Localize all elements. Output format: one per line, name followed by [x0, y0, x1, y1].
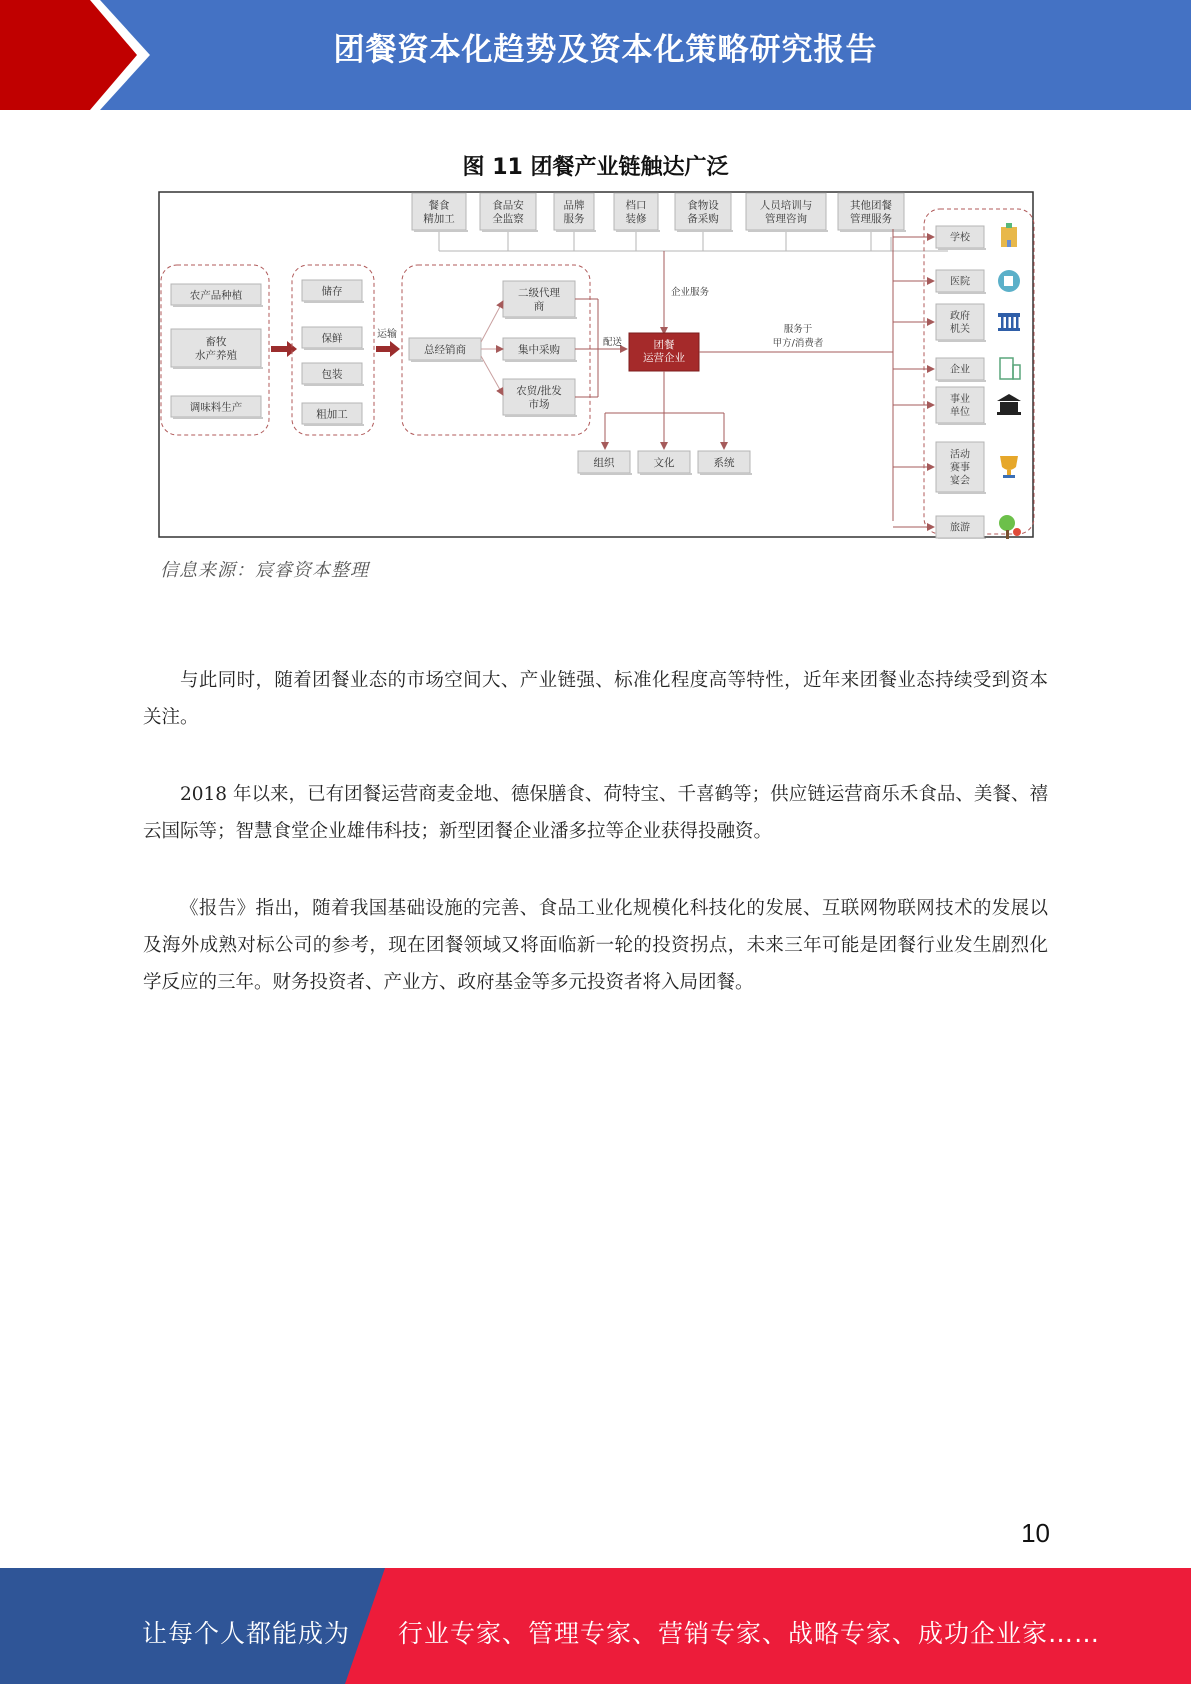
page-header [0, 0, 1191, 110]
client-box-label: 单位 [950, 407, 970, 419]
channel-box-label: 二级代理 [518, 287, 560, 300]
top-service-box-label: 服务 [563, 213, 585, 226]
processing-box [302, 280, 364, 303]
channel-box-label: 农贸/批发 [516, 385, 562, 398]
channel-box [503, 281, 577, 319]
processing-box-label: 包装 [321, 368, 343, 381]
client-box-label: 学校 [950, 232, 970, 244]
paragraph-2: 2018 年以来，已有团餐运营商麦金地、德保膳食、荷特宝、千喜鹤等；供应链运营商乐禾食品、美餐、禧云国际等；智慧食堂企业雄伟科技；新型团餐企业潘多拉等企业获得投融资。 [143, 783, 1048, 842]
top-service-box-label: 备采购 [687, 213, 719, 226]
client-box [936, 387, 986, 425]
top-service-box [614, 193, 660, 232]
channel-box [503, 338, 577, 362]
figure-source: 信息来源：宸睿资本整理 [160, 560, 369, 581]
production-box [171, 284, 263, 307]
client-box-label: 机关 [950, 324, 970, 336]
client-box [936, 270, 986, 294]
client-box-label: 医院 [950, 276, 970, 288]
top-service-box-label: 品牌 [563, 199, 585, 212]
page-number: 10 [1021, 1518, 1050, 1548]
client-box-label: 政府 [950, 311, 970, 323]
client-box [936, 358, 986, 382]
production-box [171, 329, 263, 369]
industry-chain-diagram [158, 191, 1036, 539]
transport-label: 运输 [377, 329, 397, 340]
paragraph-3: 《报告》指出，随着我国基础设施的完善、食品工业化规模化科技化的发展、互联网物联网技术的发展以及海外成熟对标公司的参考，现在团餐领域又将面临新一轮的投资拐点，未来三年可能是团餐行业发生剧烈化学反应的三年。财务投资者、产业方、政府基金等多元投资者将入局团餐。 [143, 897, 1048, 993]
production-box-label: 水产养殖 [195, 349, 237, 362]
report-title: 团餐资本化趋势及资本化策略研究报告 [333, 32, 878, 68]
bottom-box [638, 451, 692, 475]
top-service-box-label: 餐食 [428, 199, 450, 212]
production-box-label: 调味料生产 [189, 401, 243, 414]
top-service-box-label: 精加工 [423, 213, 455, 226]
top-service-box [412, 193, 468, 232]
client-box-label: 旅游 [950, 522, 970, 534]
top-service-box-label: 食物设 [687, 199, 719, 212]
processing-box-label: 保鲜 [321, 332, 343, 345]
distributor-box-label: 总经销商 [424, 343, 466, 356]
core-operator-box [629, 333, 699, 371]
core-operator-label: 团餐 [653, 339, 675, 351]
processing-box [302, 327, 364, 350]
channel-box [503, 379, 577, 417]
processing-box-label: 储存 [321, 285, 343, 298]
footer-slogan-left: 让每个人都能成为 [142, 1619, 351, 1648]
client-box-label: 赛事 [950, 462, 970, 474]
top-service-box-label: 人员培训与 [759, 199, 813, 212]
top-service-box-label: 全监察 [492, 213, 524, 226]
top-service-box-label: 档口 [625, 199, 647, 212]
enterprise-service-label: 企业服务 [671, 287, 710, 298]
core-operator-label: 运营企业 [643, 352, 685, 364]
serve-label: 甲方/消费者 [772, 338, 824, 349]
figure-title: 图 11 团餐产业链触达广泛 [462, 155, 729, 180]
bottom-box-label: 组织 [593, 456, 615, 469]
distributor-box [409, 338, 483, 362]
channel-box-label: 商 [533, 300, 545, 313]
client-box-label: 活动 [950, 449, 970, 461]
top-service-box-label: 其他团餐 [850, 199, 892, 212]
client-box [936, 226, 986, 250]
client-box-label: 事业 [950, 394, 970, 406]
production-box [171, 396, 263, 419]
top-service-box [838, 193, 906, 232]
delivery-label: 配送 [603, 337, 623, 348]
channel-box-label: 市场 [528, 398, 550, 411]
hospital-icon [998, 270, 1020, 292]
paragraph-1: 与此同时，随着团餐业态的市场空间大、产业链强、标准化程度高等特性，近年来团餐业态持续受到资本关注。 [143, 669, 1048, 728]
client-box [936, 304, 986, 342]
top-service-box [675, 193, 733, 232]
top-service-box-label: 食品安 [492, 199, 524, 212]
processing-box [302, 363, 364, 386]
processing-box-label: 粗加工 [316, 408, 348, 421]
serve-label: 服务于 [783, 324, 813, 335]
client-box-label: 宴会 [950, 475, 970, 487]
client-box-label: 企业 [950, 364, 970, 376]
channel-box-label: 集中采购 [518, 343, 560, 356]
bottom-box-label: 文化 [653, 456, 675, 469]
production-box-label: 畜牧 [205, 336, 227, 349]
industry-chain-svg [158, 191, 1036, 539]
top-service-box-label: 管理咨询 [765, 213, 807, 226]
processing-box [302, 403, 364, 426]
bottom-box [578, 451, 632, 475]
client-box [936, 516, 986, 539]
top-service-box [480, 193, 538, 232]
top-service-box-label: 装修 [625, 213, 647, 226]
client-box [936, 442, 986, 494]
bottom-box [698, 451, 752, 475]
top-service-box-label: 管理服务 [850, 213, 892, 226]
footer-slogan-right: 行业专家、管理专家、营销专家、战略专家、成功企业家…… [398, 1619, 1101, 1648]
production-box-label: 农产品种植 [189, 289, 243, 302]
top-service-box [554, 193, 596, 232]
bottom-box-label: 系统 [713, 456, 735, 469]
top-service-box [746, 193, 828, 232]
